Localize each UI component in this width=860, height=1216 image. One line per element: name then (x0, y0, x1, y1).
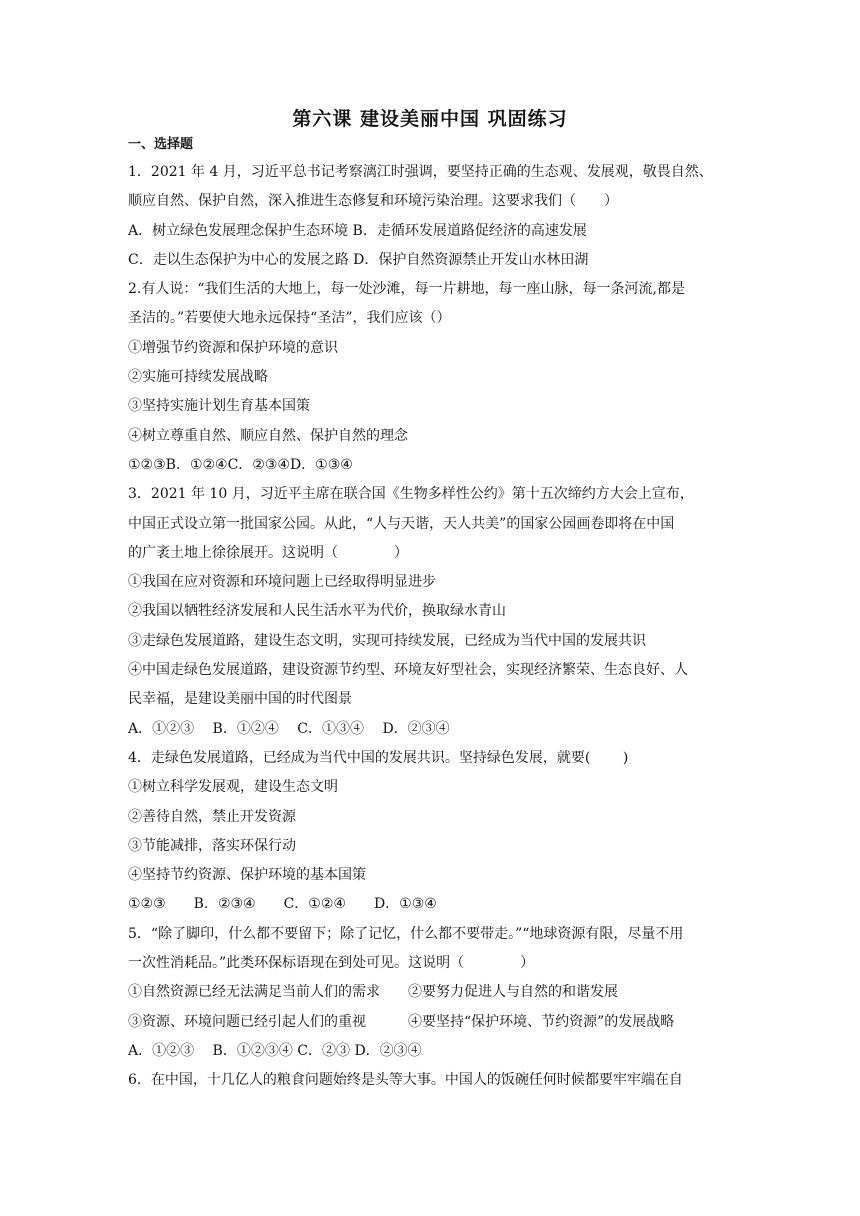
text-line: ①增强节约资源和保护环境的意识 (128, 339, 338, 356)
text-line: ①树立科学发展观，建设生态文明 (128, 779, 338, 796)
text-line: 中国正式设立第一批国家公园。从此，“人与天谐，天人共美”的国家公园画卷即将在中国 (128, 515, 675, 532)
text-line: 的广袤土地上徐徐展开。这说明（ ） (128, 544, 408, 561)
text-line: A．①②③ B．①②④ C．①③④ D．②③④ (128, 720, 450, 737)
text-line: 2.有人说：“我们生活的大地上，每一处沙滩，每一片耕地，每一座山脉，每一条河流,都是 (128, 281, 685, 298)
text-line: ②实施可持续发展战略 (128, 369, 268, 386)
text-line: ①自然资源已经无法满足当前人们的需求 ②要努力促进人与自然的和谐发展 (128, 984, 618, 1001)
text-line: 1．2021 年 4 月，习近平总书记考察漓江时强调，要坚持正确的生态观、发展观，敬畏自然、 (128, 164, 713, 180)
page-title: 第六课 建设美丽中国 巩固练习 (292, 108, 568, 130)
text-line: C．走以生态保护为中心的发展之路 D．保护自然资源禁止开发山水林田湖 (128, 251, 589, 268)
text-line: ①②③B．①②④C．②③④D．①③④ (128, 456, 353, 473)
text-line: ④树立尊重自然、顺应自然、保护自然的理念 (128, 427, 408, 444)
text-line: ②我国以牺牲经济发展和人民生活水平为代价，换取绿水青山 (128, 603, 506, 620)
text-line: 一次性消耗品。”此类环保标语现在到处可见。这说明（ ） (128, 955, 535, 972)
text-line: ②善待自然，禁止开发资源 (128, 808, 296, 825)
section-heading: 一、选择题 (128, 137, 194, 152)
text-line: 民幸福，是建设美丽中国的时代图景 (128, 691, 352, 708)
text-line: ③资源、环境问题已经引起人们的重视 ④要坚持“保护环境、节约资源”的发展战略 (128, 1013, 675, 1030)
text-line: 6．在中国，十几亿人的粮食问题始终是头等大事。中国人的饭碗任何时候都要牢牢端在自 (128, 1072, 683, 1089)
text-line: 4．走绿色发展道路，已经成为当代中国的发展共识。坚持绿色发展，就要( ) (128, 749, 629, 766)
text-line: ③坚持实施计划生育基本国策 (128, 398, 310, 415)
text-line: ③走绿色发展道路，建设生态文明，实现可持续发展，已经成为当代中国的发展共识 (128, 632, 646, 649)
text-line: A．①②③ B．①②③④ C．②③ D．②③④ (128, 1042, 422, 1059)
text-line: 圣洁的。”若要使大地永远保持“圣洁”，我们应该（） (128, 310, 451, 327)
text-line: ④中国走绿色发展道路，建设资源节约型、环境友好型社会，实现经济繁荣、生态良好、人 (128, 662, 688, 679)
text-line: ①我国在应对资源和环境问题上已经取得明显进步 (128, 574, 436, 591)
text-line: ④坚持节约资源、保护环境的基本国策 (128, 867, 366, 884)
text-line: 5．“除了脚印，什么都不要留下；除了记忆，什么都不要带走。”“地球资源有限，尽量不用 (128, 925, 684, 942)
text-line: A．树立绿色发展理念保护生态环境 B．走循环发展道路促经济的高速发展 (128, 222, 587, 239)
text-line: ①②③ B．②③④ C．①②④ D．①③④ (128, 896, 437, 913)
question-body (128, 158, 736, 1096)
text-line: ③节能减排，落实环保行动 (128, 837, 296, 854)
text-line: 3．2021 年 10 月，习近平主席在联合国《生物多样性公约》第十五次缔约方大会上宣布， (128, 486, 694, 503)
text-line: 顺应自然、保护自然，深入推进生态修复和环境污染治理。这要求我们（ ） (128, 193, 618, 210)
